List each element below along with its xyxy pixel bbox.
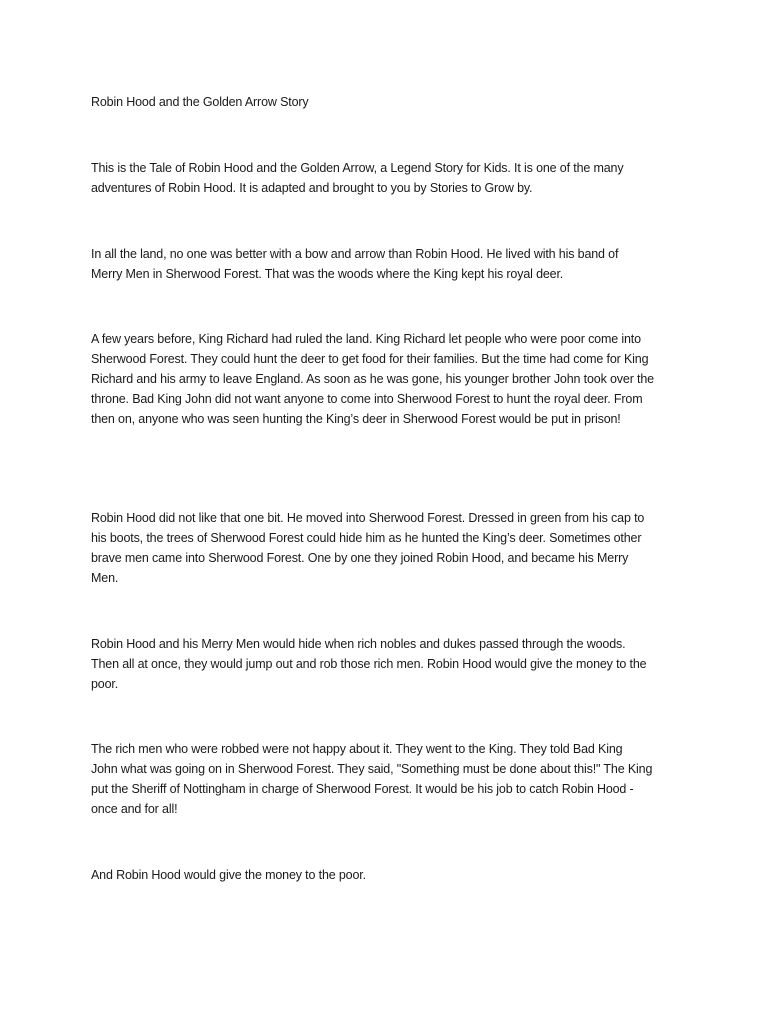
paragraph-6-line-2: John what was going on in Sherwood Forest. They said, "Something must be done about this!" The King	[91, 762, 653, 776]
paragraph-5-line-2: Then all at once, they would jump out and rob those rich men. Robin Hood would give the money to the	[91, 657, 647, 671]
paragraph-3-line-5: then on, anyone who was seen hunting the King’s deer in Sherwood Forest would be put in prison!	[91, 412, 621, 426]
paragraph-1-line-2: adventures of Robin Hood. It is adapted and brought to you by Stories to Grow by.	[91, 181, 533, 195]
paragraph-4-line-3: brave men came into Sherwood Forest. One by one they joined Robin Hood, and became his Merry	[91, 551, 629, 565]
paragraph-5-line-3: poor.	[91, 677, 119, 691]
paragraph-6-line-1: The rich men who were robbed were not happy about it. They went to the King. They told Bad King	[91, 742, 623, 756]
paragraph-5-line-1: Robin Hood and his Merry Men would hide when rich nobles and dukes passed through the woods.	[91, 637, 626, 651]
paragraph-3-line-3: Richard and his army to leave England. As soon as he was gone, his younger brother John took over the	[91, 372, 654, 386]
paragraph-3-line-1: A few years before, King Richard had ruled the land. King Richard let people who were poor come into	[91, 332, 641, 346]
paragraph-6-line-3: put the Sheriff of Nottingham in charge of Sherwood Forest. It would be his job to catch Robin Hood -	[91, 782, 634, 796]
paragraph-4-line-4: Men.	[91, 571, 119, 585]
paragraph-1-line-1: This is the Tale of Robin Hood and the Golden Arrow, a Legend Story for Kids. It is one of the many	[91, 161, 624, 175]
document-title: Robin Hood and the Golden Arrow Story	[91, 95, 309, 109]
paragraph-7-line-1: And Robin Hood would give the money to the poor.	[91, 868, 366, 882]
paragraph-4-line-1: Robin Hood did not like that one bit. He moved into Sherwood Forest. Dressed in green from his cap to	[91, 511, 645, 525]
paragraph-3-line-4: throne. Bad King John did not want anyone to come into Sherwood Forest to hunt the royal deer. From	[91, 392, 643, 406]
paragraph-6-line-4: once and for all!	[91, 802, 178, 816]
paragraph-2-line-1: In all the land, no one was better with a bow and arrow than Robin Hood. He lived with his band of	[91, 247, 619, 261]
paragraph-4-line-2: his boots, the trees of Sherwood Forest could hide him as he hunted the King’s deer. Sometimes other	[91, 531, 642, 545]
paragraph-2-line-2: Merry Men in Sherwood Forest. That was the woods where the King kept his royal deer.	[91, 267, 564, 281]
paragraph-3-line-2: Sherwood Forest. They could hunt the deer to get food for their families. But the time had come for King	[91, 352, 649, 366]
